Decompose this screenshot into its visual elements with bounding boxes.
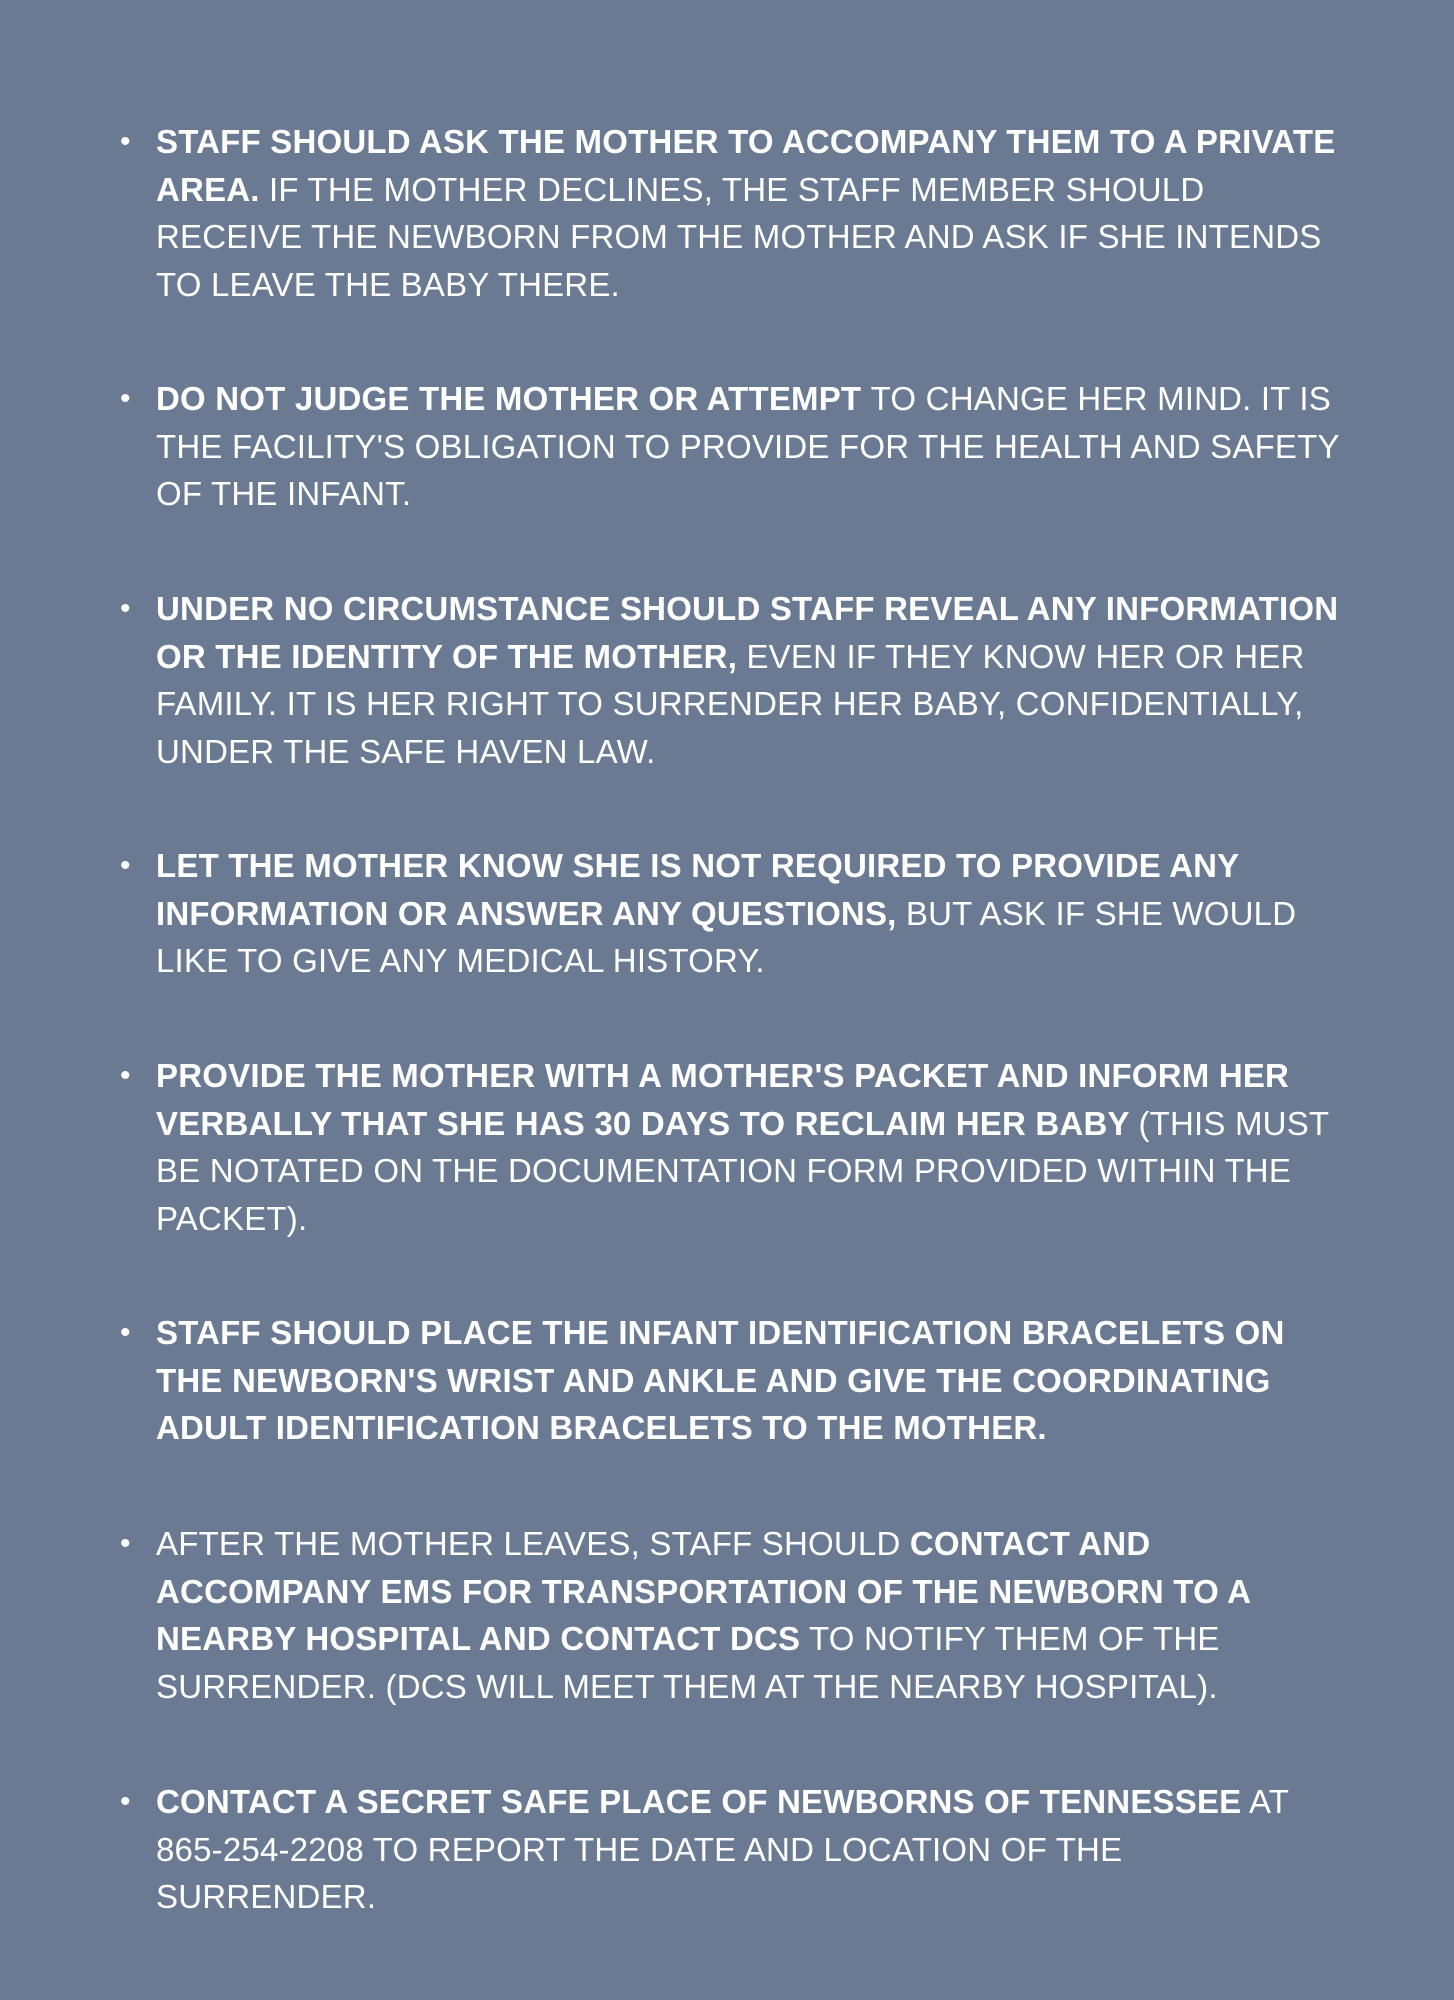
item-text: TO NOTIFY THEM OF THE SURRENDER. (DCS WILL MEET THEM AT THE NEARBY HOSPITAL). xyxy=(156,1620,1220,1705)
item-bold-text: LET THE MOTHER KNOW SHE IS NOT REQUIRED TO PROVIDE ANY INFORMATION OR ANSWER ANY QUESTIONS, xyxy=(156,847,1239,932)
list-item xyxy=(120,1778,1346,1921)
bullet-icon: • xyxy=(120,382,131,415)
item-text: AFTER THE MOTHER LEAVES, STAFF SHOULD xyxy=(156,1525,910,1562)
item-bold-text: CONTACT A SECRET SAFE PLACE OF NEWBORNS OF TENNESSEE xyxy=(156,1783,1242,1820)
item-text: AT 865-254-2208 TO REPORT THE DATE AND LOCATION OF THE SURRENDER. xyxy=(156,1783,1289,1915)
bullet-icon: • xyxy=(120,125,131,158)
bullet-icon: • xyxy=(120,849,131,882)
bullet-icon: • xyxy=(120,592,131,625)
item-text: BUT ASK IF SHE WOULD LIKE TO GIVE ANY MEDICAL HISTORY. xyxy=(156,894,1297,979)
item-text: TO CHANGE HER MIND. IT IS THE FACILITY'S OBLIGATION TO PROVIDE FOR THE HEALTH AND SAFETY OF THE INFANT. xyxy=(156,380,1340,512)
list-item xyxy=(120,585,1346,775)
item-bold-text: UNDER NO CIRCUMSTANCE SHOULD STAFF REVEAL ANY INFORMATION OR THE IDENTITY OF THE MOTHER, xyxy=(156,590,1339,675)
item-bold-text: PROVIDE THE MOTHER WITH A MOTHER'S PACKET AND INFORM HER VERBALLY THAT SHE HAS 30 DAYS TO RECLAIM HER BABY xyxy=(156,1057,1290,1142)
item-text: IF THE MOTHER DECLINES, THE STAFF MEMBER SHOULD RECEIVE THE NEWBORN FROM THE MOTHER AND ASK IF SHE INTENDS TO LEAVE THE BABY THERE. xyxy=(156,170,1322,303)
list-item xyxy=(120,118,1346,308)
list-item xyxy=(120,375,1346,518)
bullet-icon: • xyxy=(120,1785,131,1818)
item-bold-text: CONTACT AND ACCOMPANY EMS FOR TRANSPORTATION OF THE NEWBORN TO A NEARBY HOSPITAL AND CONTACT DCS xyxy=(156,1525,1250,1657)
item-bold-text: DO NOT JUDGE THE MOTHER OR ATTEMPT xyxy=(156,380,871,417)
item-bold-text: STAFF SHOULD ASK THE MOTHER TO ACCOMPANY THEM TO A PRIVATE AREA. xyxy=(156,123,1336,208)
list-item xyxy=(120,1052,1346,1242)
item-text: EVEN IF THEY KNOW HER OR HER FAMILY. IT IS HER RIGHT TO SURRENDER HER BABY, CONFIDENTIALLY, UNDER THE SAFE HAVEN LAW. xyxy=(156,637,1305,770)
bullet-icon: • xyxy=(120,1316,131,1349)
bullet-icon: • xyxy=(120,1527,131,1560)
list-item xyxy=(120,842,1346,985)
item-text: (THIS MUST BE NOTATED ON THE DOCUMENTATION FORM PROVIDED WITHIN THE PACKET). xyxy=(156,1104,1329,1237)
list-item xyxy=(120,1309,1346,1452)
bullet-icon: • xyxy=(120,1059,131,1092)
item-bold-text: STAFF SHOULD PLACE THE INFANT IDENTIFICATION BRACELETS ON THE NEWBORN'S WRIST AND ANKLE AND GIVE THE COORDINATING ADULT IDENTIFICATION BRACELETS TO THE MOTHER. xyxy=(156,1314,1285,1446)
list-item xyxy=(120,1520,1346,1710)
